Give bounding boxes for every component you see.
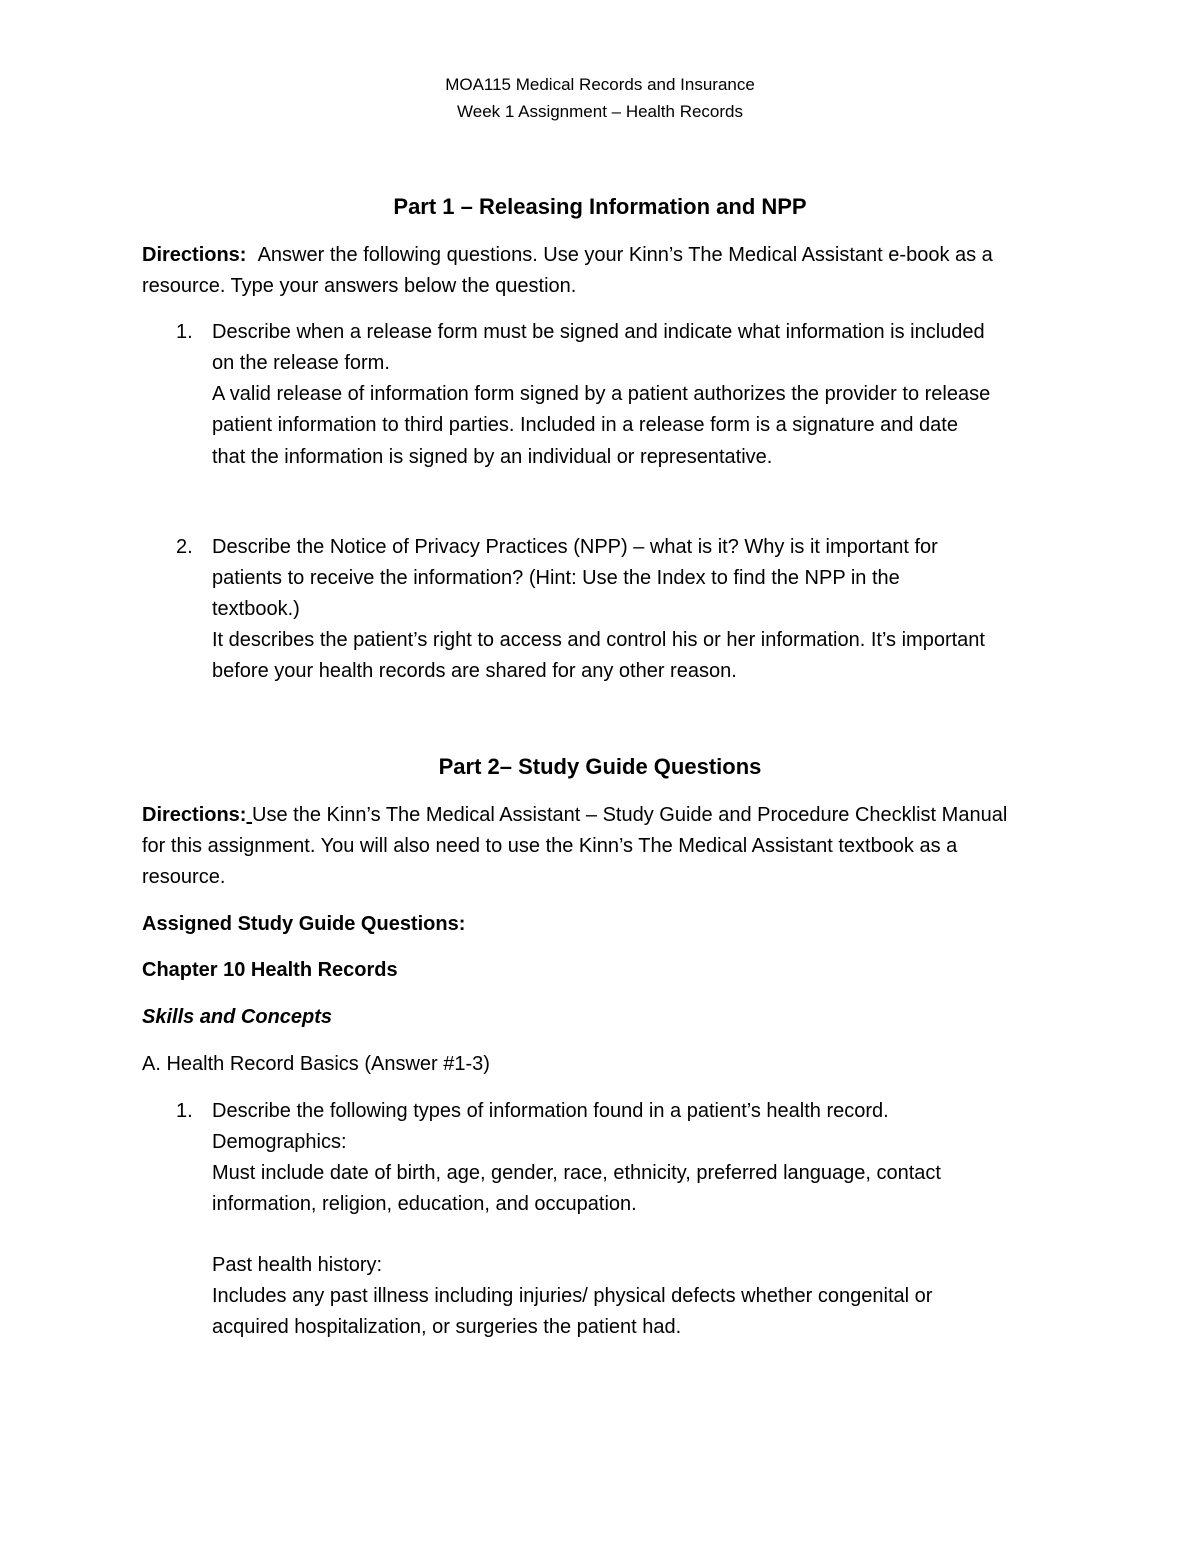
- part2-q1-question: Describe the following types of information found in a patient’s health record.: [212, 1100, 889, 1122]
- part1-q1-question-line: Describe when a release form must be signed and indicate what information is included: [212, 321, 985, 343]
- part1-directions-text: Answer the following questions. Use your Kinn’s The Medical Assistant e-book as a: [257, 244, 993, 266]
- part1-q1-answer-line: patient information to third parties. Included in a release form is a signature and date: [212, 414, 958, 436]
- part1-q2-answer-line: It describes the patient’s right to access and control his or her information. It’s important: [212, 629, 985, 651]
- past-history-label: Past health history:: [212, 1254, 383, 1276]
- chapter-heading: [142, 955, 398, 986]
- assigned-questions-heading: [142, 909, 465, 940]
- part2-directions-text: Use the Kinn’s The Medical Assistant – Study Guide and Procedure Checklist Manual: [252, 804, 1008, 826]
- part2-heading: Part 2– Study Guide Questions: [438, 754, 762, 779]
- part1-directions-line1: [142, 240, 993, 271]
- part1-q2-number: 2.: [176, 536, 193, 558]
- part2-directions-line3: resource.: [142, 866, 226, 888]
- past-history-answer-line: acquired hospitalization, or surgeries the patient had.: [212, 1316, 682, 1338]
- part2-directions-label: Directions:: [142, 804, 247, 826]
- part1-q2-answer-line: before your health records are shared for any other reason.: [212, 660, 737, 682]
- part1-q2-question-line: Describe the Notice of Privacy Practices (NPP) – what is it? Why is it important for: [212, 536, 938, 558]
- demographics-answer-line: information, religion, education, and occupation.: [212, 1193, 637, 1215]
- skills-heading: [142, 1002, 332, 1033]
- part1-q2-question-line: patients to receive the information? (Hint: Use the Index to find the NPP in the: [212, 567, 900, 589]
- part1-q1-answer-line: that the information is signed by an individual or representative.: [212, 446, 773, 468]
- part1-q1-number: 1.: [176, 321, 193, 343]
- demographics-label: Demographics:: [212, 1131, 347, 1153]
- part1-directions-label: Directions:: [142, 244, 247, 266]
- part2-q1-number: 1.: [176, 1100, 193, 1122]
- part1-directions-line2: resource. Type your answers below the question.: [142, 275, 577, 297]
- assignment-title: Week 1 Assignment – Health Records: [457, 102, 743, 121]
- course-title: MOA115 Medical Records and Insurance: [445, 75, 755, 94]
- part1-heading: Part 1 – Releasing Information and NPP: [393, 194, 807, 219]
- chapter-text: Chapter 10 Health Records: [142, 959, 398, 981]
- past-history-answer-line: Includes any past illness including injuries/ physical defects whether congenital or: [212, 1285, 933, 1307]
- skills-text: Skills and Concepts: [142, 1006, 333, 1028]
- part2-directions-line1: [142, 800, 1007, 831]
- part1-q1-answer-line: A valid release of information form signed by a patient authorizes the provider to release: [212, 383, 991, 405]
- demographics-answer-line: Must include date of birth, age, gender, race, ethnicity, preferred language, contact: [212, 1162, 941, 1184]
- assigned-questions-text: Assigned Study Guide Questions:: [142, 913, 466, 935]
- section-a-heading: A. Health Record Basics (Answer #1-3): [142, 1053, 490, 1075]
- part2-directions-line2: for this assignment. You will also need to use the Kinn’s The Medical Assistant textbook as a: [142, 835, 958, 857]
- part1-q2-question-line: textbook.): [212, 598, 300, 620]
- part1-q1-question-line: on the release form.: [212, 352, 390, 374]
